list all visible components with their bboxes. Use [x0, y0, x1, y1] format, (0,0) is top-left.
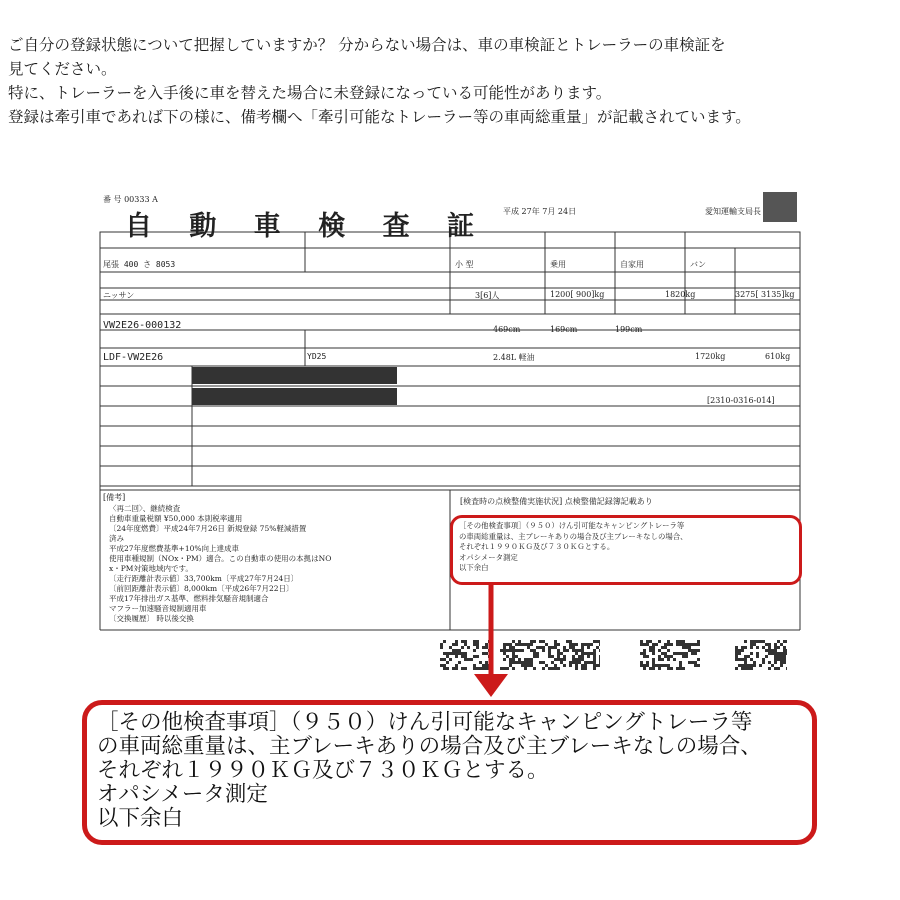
vehicle-weight: 1820kg — [665, 290, 696, 299]
front-axle: 1720kg — [695, 352, 726, 361]
vehicle-purpose: 自家用 — [620, 260, 644, 269]
intro-line: ご自分の登録状態について把握していますか？ 分からない場合は、車の車検証とトレーラーの車検証を — [8, 36, 726, 54]
remarks-line: 〔交換履歴〕 時以後交換 — [109, 614, 194, 623]
remarks-line: 〈再二回〉、継続検査 — [109, 504, 181, 513]
rear-axle: 610kg — [765, 352, 791, 361]
remarks-title: [備考] — [103, 493, 126, 502]
certificate-title: 自 動 車 検 査 証 — [125, 211, 488, 242]
height: 199cm — [615, 325, 643, 334]
remarks-line: マフラー加速騒音規制適用車 — [109, 604, 207, 613]
remarks-line: 〔走行距離計表示値〕33,700km〔平成27年7月24日〕 — [109, 574, 299, 583]
callout-small-line: それぞれ１９９０ＫＧ及び７３０ＫＧとする。 — [459, 542, 615, 551]
remarks-line: 〔24年度燃費〕平成24年7月26日 新規登録 75%軽減措置 — [109, 524, 307, 533]
remarks-line: 自動車重量税額 ¥50,000 本則税率適用 — [109, 514, 243, 523]
gross-weight: 3275[ 3135]kg — [735, 290, 795, 299]
max-load: 1200[ 900]kg — [550, 290, 605, 299]
capacity: 3[6]人 — [475, 291, 500, 300]
remarks-line: 〔前回距離計表示値〕8,000km〔平成26年7月22日〕 — [109, 584, 294, 593]
callout-line: の車両総重量は、主ブレーキありの場合及び主ブレーキなしの場合、 — [97, 734, 762, 759]
plate-number: 尾張 400 さ 8053 — [103, 260, 176, 269]
issuer: 愛知運輸支局長 — [705, 207, 761, 216]
callout-line: ［その他検査事項］（９５０）けん引可能なキャンピングトレーラ等 — [97, 710, 753, 735]
remarks-line: 平成27年度燃費基準+10%向上達成車 — [109, 544, 239, 553]
model-code: LDF-VW2E26 — [103, 352, 164, 363]
intro-line: 登録は牽引車であれば下の様に、備考欄へ「牽引可能なトレーラー等の車両総重量」が記載されています。 — [8, 108, 751, 126]
maintenance-note: [検査時の点検整備実施状況] 点検整備記録簿記載あり — [460, 497, 653, 506]
vehicle-use: 乗用 — [550, 260, 566, 269]
displacement: 2.48L 軽油 — [493, 353, 535, 362]
width: 169cm — [550, 325, 578, 334]
body-shape: バン — [690, 260, 706, 269]
highlight-box-enlarged — [82, 700, 817, 845]
remarks-line: x・PM対策地域内です。 — [109, 564, 193, 573]
callout-small-line: ［その他検査事項］（９５０）けん引可能なキャンピングトレーラ等 — [459, 521, 685, 530]
remarks-line: 平成17年排出ガス基準、燃料排気騒音規制適合 — [109, 594, 269, 603]
vehicle-type: 小 型 — [455, 260, 474, 269]
chassis-number: VW2E26-000132 — [103, 320, 182, 331]
length: 469cm — [493, 325, 521, 334]
remarks-line: 使用車種規制（NOx・PM）適合。この自動車の使用の本拠はNO — [109, 554, 332, 563]
issue-date: 平成 27年 7月 24日 — [503, 207, 577, 216]
registration-code: [2310-0316-014] — [707, 396, 775, 405]
callout-line: 以下余白 — [97, 806, 184, 831]
callout-small-line: の車両総重量は、主ブレーキありの場合及び主ブレーキなしの場合、 — [459, 531, 688, 541]
callout-small-line: オパシメータ測定 — [459, 552, 518, 562]
callout-line: それぞれ１９９０ＫＧ及び７３０ＫＧとする。 — [97, 758, 549, 783]
remarks-line: 済み — [109, 534, 124, 543]
intro-line: 特に、トレーラーを入手後に車を替えた場合に未登録になっている可能性があります。 — [8, 84, 612, 102]
intro-line: 見てください。 — [8, 60, 117, 78]
engine-model: YD25 — [307, 352, 327, 361]
maker-name: ニッサン — [103, 291, 135, 300]
callout-line: オパシメータ測定 — [97, 782, 268, 807]
callout-small-line: 以下余白 — [459, 563, 489, 572]
doc-number: 番 号 00333 A — [103, 195, 158, 204]
